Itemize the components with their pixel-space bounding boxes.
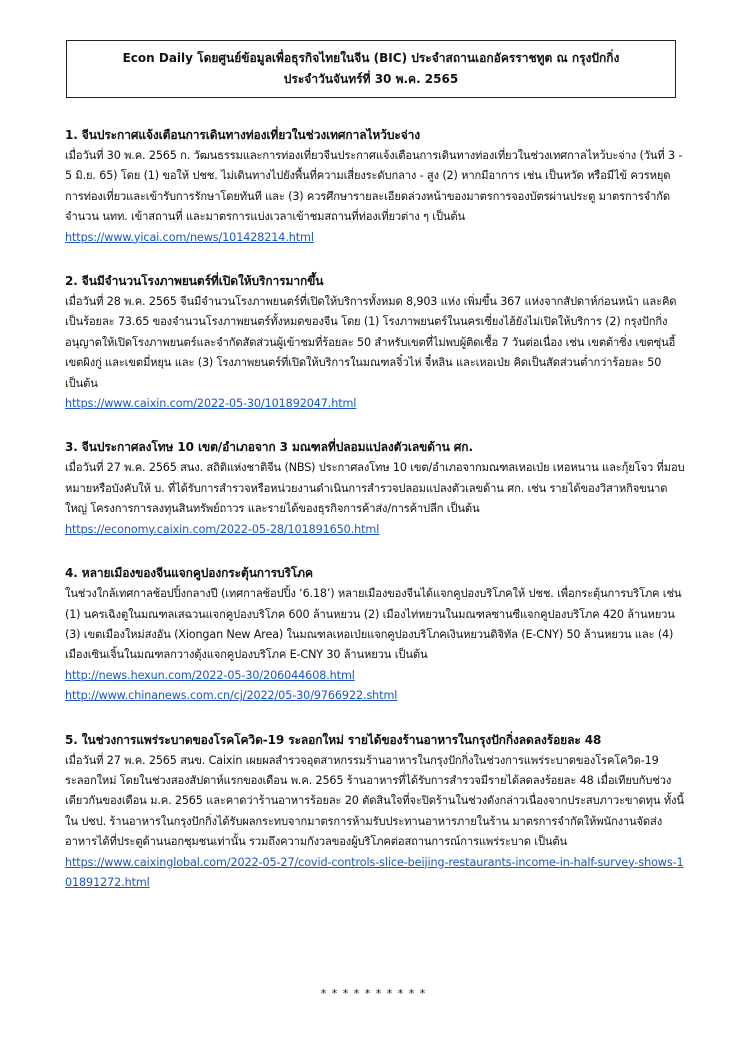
article-title: 2. จีนมีจำนวนโรงภาพยนตร์ที่เปิดให้บริการมากขึ้น	[65, 274, 324, 289]
article-title: 4. หลายเมืองของจีนแจกคูปองกระตุ้นการบริโภค	[65, 566, 313, 581]
article-3	[65, 437, 685, 540]
article-1	[65, 125, 685, 248]
source-link[interactable]: https://www.caixin.com/2022-05-30/101892047.html	[65, 397, 357, 411]
source-link[interactable]: https://www.caixinglobal.com/2022-05-27/covid-controls-slice-beijing-restaurants-income-in-half-survey-shows-101891272.html	[65, 855, 684, 889]
article-2	[65, 271, 685, 414]
article-body: เมื่อวันที่ 27 พ.ค. 2565 สนข. Caixin เผยผลสำรวจอุตสาหกรรมร้านอาหารในกรุงปักกิ่งในช่วงการแพร่ระบาดของโรคโควิด-19 ระลอกใหม่ โดยในช่วงสองสัปดาห์แรกของเดือน พ.ค. 2565 ร้านอาหารที่ได้รับการสำรวจมีรายได้ลดลงร้อยละ 48 เมื่อเทียบกับช่วงเดียวกันของเดือน ม.ค. 2565 และคาดว่าร้านอาหารร้อยละ 20 ตัดสินใจที่จะปิดร้านในช่วงดังกล่าวเนื่องจากประสบภาวะขาดทุน ทั้งนี้ ใน ปชป. ร้านอาหารในกรุงปักกิ่งได้รับผลกระทบจากมาตรการห้ามรับประทานอาหารภายในร้าน มาตรการจำกัดให้พนักงานจัดส่งอาหารได้ที่ประตูด้านนอกชุมชนเท่านั้น รวมถึงความกังวลของผู้บริโภคต่อสถานการณ์การแพร่ระบาด เป็นต้น	[65, 753, 684, 849]
article-4	[65, 563, 685, 706]
header-box	[66, 40, 676, 98]
source-link[interactable]: http://www.chinanews.com.cn/cj/2022/05-30/9766922.shtml	[65, 689, 398, 703]
header-title: Econ Daily โดยศูนย์ข้อมูลเพื่อธุรกิจไทยในจีน (BIC) ประจำสถานเอกอัครราชทูต ณ กรุงปักกิ่ง	[122, 51, 620, 65]
source-link[interactable]: https://www.yicai.com/news/101428214.html	[65, 230, 314, 244]
article-5	[65, 730, 685, 894]
article-title: 3. จีนประกาศลงโทษ 10 เขต/อำเภอจาก 3 มณฑลที่ปลอมแปลงตัวเลขด้าน ศก.	[65, 440, 473, 455]
article-title: 1. จีนประกาศแจ้งเตือนการเดินทางท่องเที่ยวในช่วงเทศกาลไหว้บะจ่าง	[65, 128, 421, 142]
article-title: 5. ในช่วงการแพร่ระบาดของโรคโควิด-19 ระลอกใหม่ รายได้ของร้านอาหารในกรุงปักกิ่งลดลงร้อยละ 48	[65, 732, 602, 747]
header-date: ประจำวันจันทร์ที่ 30 พ.ค. 2565	[283, 72, 459, 86]
source-link[interactable]: http://news.hexun.com/2022-05-30/206044608.html	[65, 668, 355, 682]
article-body: เมื่อวันที่ 27 พ.ค. 2565 สนง. สถิติแห่งชาติจีน (NBS) ประกาศลงโทษ 10 เขต/อำเภอจากมณฑลเหอเป่ย เหอหนาน และกุ้ยโจว ที่มอบหมายหรือบังคับให้ บ. ที่ได้รับการสำรวจหรือหน่วยงานดำเนินการสำรวจปลอมแปลงตัวเลขด้าน ศก. เช่น รายได้ของวิสาหกิจขนาดใหญ่ โครงการการลงทุนสินทรัพย์ถาวร และรายได้ของธุรกิจการค้าส่ง/การค้าปลีก เป็นต้น	[65, 461, 685, 516]
source-link[interactable]: https://economy.caixin.com/2022-05-28/101891650.html	[65, 522, 380, 536]
articles-list	[65, 125, 685, 916]
article-body: เมื่อวันที่ 28 พ.ค. 2565 จีนมีจำนวนโรงภาพยนตร์ที่เปิดให้บริการทั้งหมด 8,903 แห่ง เพิ่มขึ้น 367 แห่งจากสัปดาห์ก่อนหน้า และคิดเป็นร้อยละ 73.65 ของจำนวนโรงภาพยนตร์ทั้งหมดของจีน โดย (1) โรงภาพยนตร์ในนครเซี่ยงไฮ้ยังไม่เปิดให้บริการ (2) กรุงปักกิ่งอนุญาตให้เปิดโรงภาพยนตร์และจำกัดสัดส่วนผู้เข้าชมที่ร้อยละ 50 สำหรับเขตที่ไม่พบผู้ติดเชื้อ 7 วันต่อเนื่อง เช่น เขตต้าซิ่ง เขตซุ่นอี้ เขตผิงกู่ และเขตมี่หยุน และ (3) โรงภาพยนตร์ที่เปิดให้บริการในมณฑลจิ๋วไห่ จี๋หลิน และเหอเป่ย คิดเป็นสัดส่วนต่ำกว่าร้อยละ 50 เป็นต้น	[65, 295, 677, 390]
article-body: เมื่อวันที่ 30 พ.ค. 2565 ก. วัฒนธรรมและการท่องเที่ยวจีนประกาศแจ้งเตือนการเดินทางท่องเที่ยวในช่วงเทศกาลไหว้บะจ่าง (วันที่ 3 - 5 มิ.ย. 65) โดย (1) ขอให้ ปชช. ไม่เดินทางไปยังพื้นที่ความเสี่ยงระดับกลาง - สูง (2) หากมีอาการ เช่น เป็นหวัด หรือมีไข้ ควรหยุดการท่องเที่ยวและเข้ารับการรักษาโดยทันที และ (3) ควรศึกษารายละเอียดล่วงหน้าของมาตรการจองบัตรผ่านประตู มาตรการจำกัดจำนวน นทท. เข้าสถานที่ และมาตรการแบ่งเวลาเข้าชมสถานที่ท่องเที่ยวต่าง ๆ เป็นต้น	[65, 149, 683, 224]
footer-separator: * * * * * * * * * *	[320, 987, 427, 1000]
article-body: ในช่วงใกล้เทศกาลช้อปปิ้งกลางปี (เทศกาลช้อปปิ้ง ‘6.18’) หลายเมืองของจีนได้แจกคูปองบริโภคให้ ปชช. เพื่อกระตุ้นการบริโภค เช่น (1) นครเฉิงตูในมณฑลเสฉวนแจกคูปองบริโภค 600 ล้านหยวน (2) เมืองไท่หยวนในมณฑลซานซีแจกคูปองบริโภค 420 ล้านหยวน (3) เขตเมืองใหม่สงอัน (Xiongan New Area) ในมณฑลเหอเป่ยแจกคูปองบริโภคเงินหยวนดิจิทัล (E-CNY) 50 ล้านหยวน และ (4) เมืองเซินเจิ้นในมณฑลกวางตุ้งแจกคูปองบริโภค E-CNY 30 ล้านหยวน เป็นต้น	[65, 587, 682, 662]
